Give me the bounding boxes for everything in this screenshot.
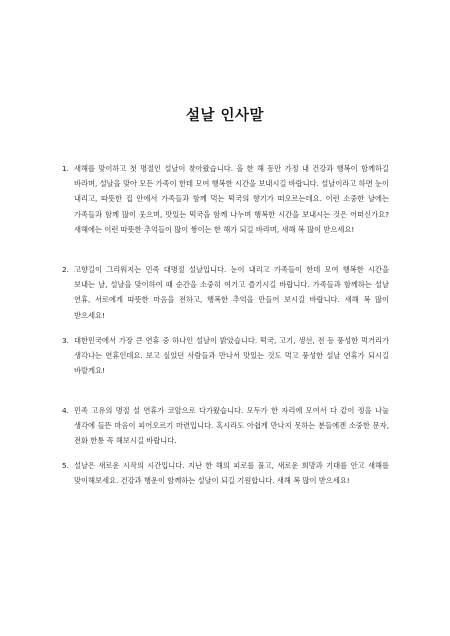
paragraph-number: 1. (62, 164, 69, 173)
paragraph-text: 설날은 새로운 시작의 시간입니다. 지난 한 해의 피로를 풀고, 새로운 희망과 기대를 안고 새해를 맞이해보세요. 건강과 행운이 함께하는 설날이 되길 기원합니다. 새해 복 많이 받으세요! (74, 461, 389, 486)
paragraph-number: 3. (62, 336, 69, 345)
paragraph-text: 고향길이 그리워지는 민족 대명절 설날입니다. 눈이 내리고 가족들이 한데 모여 행복한 시간을 보내는 날, 설날을 맞이하여 때 순간을 소중히 여기고 즐기시길 바랍니다. 가족들과 함께하는 설날 연휴, 서로에게 따뜻한 마음을 전하고, 행복한 추억을 만들어 보시길 바랍니다. 새해 복 많이 받으세요! (74, 265, 389, 320)
greeting-paragraph-5 (62, 458, 389, 488)
greeting-paragraph-1 (62, 161, 389, 237)
greeting-paragraph-4 (62, 403, 389, 449)
paragraph-text: 대한민국에서 가장 큰 연휴 중 하나인 설날이 밝았습니다. 떡국, 고기, 생선, 전 등 풍성한 먹거리가 생각나는 연휴인데요. 보고 싶었던 사람들과 만나서 맛있는 것도 먹고 풍성한 설날 연휴가 되시길 바랄게요! (74, 336, 389, 376)
paragraph-number: 2. (62, 265, 69, 274)
page-title: 설날 인사말 (185, 108, 265, 124)
paragraph-number: 5. (62, 461, 69, 470)
paragraph-text: 민족 고유의 명절 설 연휴가 코앞으로 다가왔습니다. 모두가 한 자리에 모여서 다 같이 정을 나눌 생각에 들뜬 마음이 피어오르기 마련입니다. 혹시라도 아쉽게 만나지 못하는 분들에겐 소중한 문자, 전화 한통 꼭 해보시길 바랍니다. (74, 406, 389, 446)
greeting-paragraph-3 (62, 333, 389, 379)
paragraph-text: 새해를 맞이하고 첫 명절인 설날이 찾아왔습니다. 올 한 해 동안 가정 내 건강과 행복이 함께하길 바라며, 설날을 맞아 모든 가족이 한데 모여 행복한 시간을 보내시길 바랍니다. 설날이라고 하면 눈이 내리고, 따뜻한 집 안에서 가족들과 함께 먹는 떡국의 향기가 떠오르는데요. 이런 소중한 날에는 가족들과 함께 많이 웃으며, 맛있는 떡국을 함께 나누며 행복한 시간을 보내시는 것은 어떠신가요? 새해에는 이런 따뜻한 추억들이 많이 쌓이는 한 해가 되길 바라며, 새해 복 많이 받으세요! (74, 164, 389, 234)
greeting-paragraph-2 (62, 262, 389, 323)
paragraph-number: 4. (62, 406, 69, 415)
